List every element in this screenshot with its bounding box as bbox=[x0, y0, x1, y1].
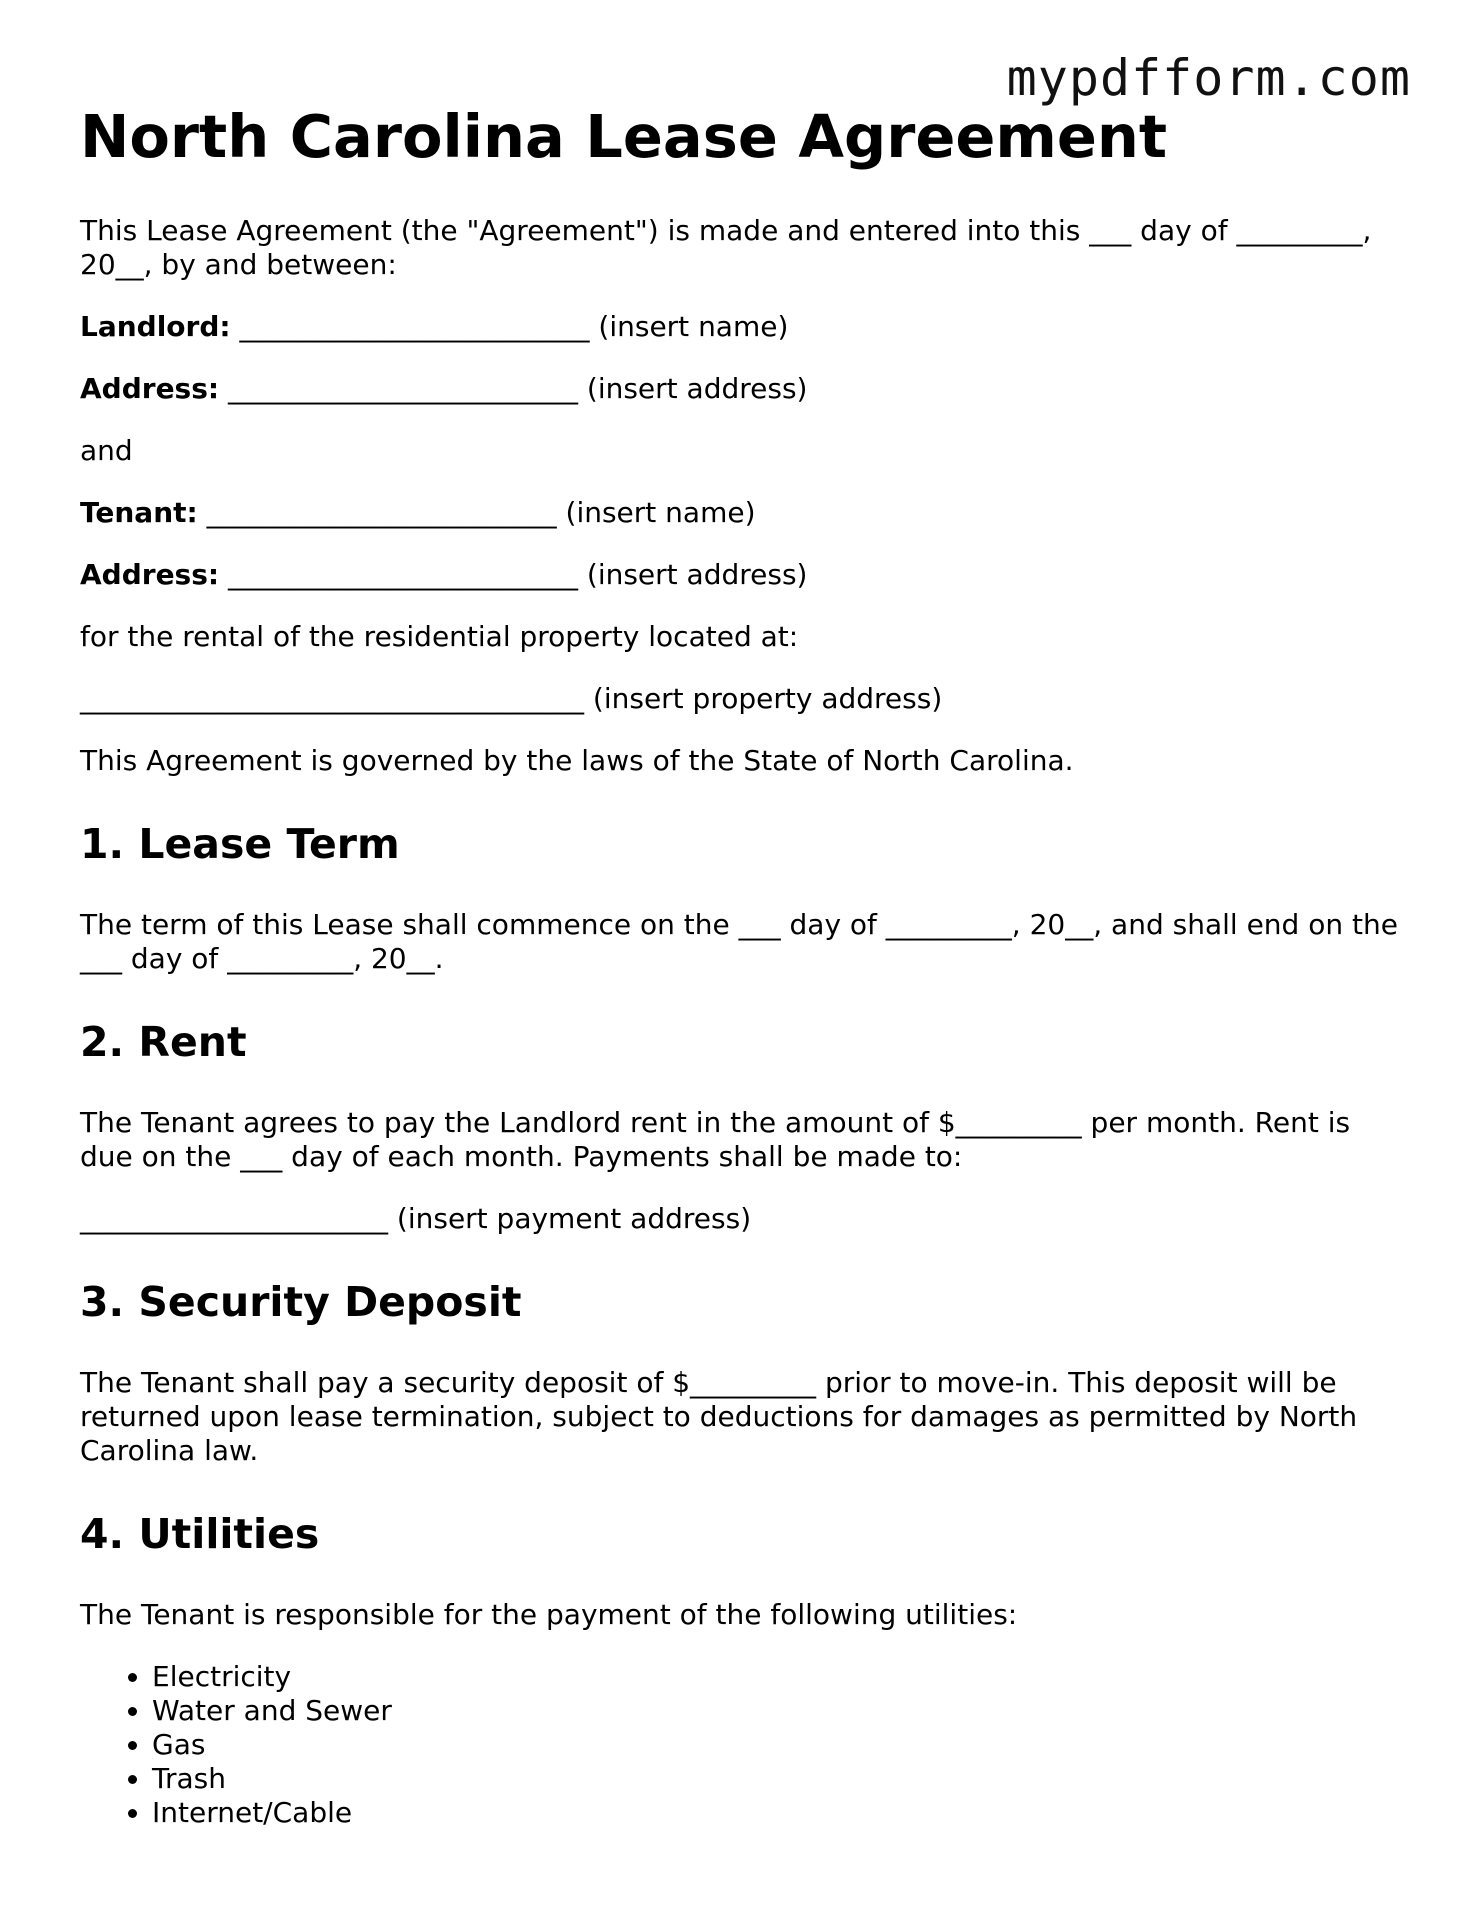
list-item: • Electricity bbox=[152, 1660, 1400, 1694]
site-watermark: mypdfform.com bbox=[1006, 49, 1411, 107]
tenant-label: Tenant: bbox=[80, 496, 198, 529]
section-body-security-deposit: The Tenant shall pay a security deposit of $_________ prior to move-in. This deposit will be returned upon lease termination, subject to deductions for damages as permitted by North Carolina law. bbox=[80, 1366, 1358, 1467]
list-item: • Water and Sewer bbox=[152, 1694, 1400, 1728]
landlord-line bbox=[80, 310, 1400, 344]
document-page bbox=[80, 100, 1400, 1830]
landlord-address-line bbox=[80, 372, 1400, 406]
landlord-field: _________________________ (insert name) bbox=[230, 310, 789, 343]
section-body-rent: The Tenant agrees to pay the Landlord rent in the amount of $_________ per month. Rent is due on the ___ day of each month. Payments shall be made to: bbox=[80, 1106, 1351, 1173]
landlord-label: Landlord: bbox=[80, 310, 231, 343]
property-address-field: ____________________________________ (insert property address) bbox=[80, 682, 943, 715]
section-heading-utilities: 4. Utilities bbox=[80, 1510, 320, 1558]
section-heading-lease-term: 1. Lease Term bbox=[80, 820, 400, 868]
payment-address-field: ______________________ (insert payment address) bbox=[80, 1202, 752, 1235]
landlord-address-label: Address: bbox=[80, 372, 220, 405]
and-text: and bbox=[80, 434, 133, 467]
property-intro: for the rental of the residential property located at: bbox=[80, 620, 799, 653]
list-item: • Internet/Cable bbox=[152, 1796, 1400, 1830]
list-item: • Trash bbox=[152, 1762, 1400, 1796]
tenant-address-label: Address: bbox=[80, 558, 220, 591]
intro-paragraph: This Lease Agreement (the "Agreement") is made and entered into this ___ day of _________, 20__, by and between: bbox=[80, 214, 1372, 281]
landlord-address-field: _________________________ (insert address) bbox=[219, 372, 808, 405]
document-title: North Carolina Lease Agreement bbox=[80, 102, 1168, 171]
section-heading-rent: 2. Rent bbox=[80, 1018, 247, 1066]
tenant-line bbox=[80, 496, 1400, 530]
list-item: • Gas bbox=[152, 1728, 1400, 1762]
governing-law: This Agreement is governed by the laws of the State of North Carolina. bbox=[80, 744, 1074, 777]
tenant-field: _________________________ (insert name) bbox=[197, 496, 756, 529]
section-body-lease-term: The term of this Lease shall commence on the ___ day of _________, 20__, and shall end on the ___ day of _________, 20__. bbox=[80, 908, 1398, 975]
section-heading-security-deposit: 3. Security Deposit bbox=[80, 1278, 522, 1326]
section-body-utilities: The Tenant is responsible for the payment of the following utilities: bbox=[80, 1598, 1018, 1631]
utilities-list bbox=[80, 1660, 1400, 1830]
tenant-address-field: _________________________ (insert address) bbox=[219, 558, 808, 591]
tenant-address-line bbox=[80, 558, 1400, 592]
